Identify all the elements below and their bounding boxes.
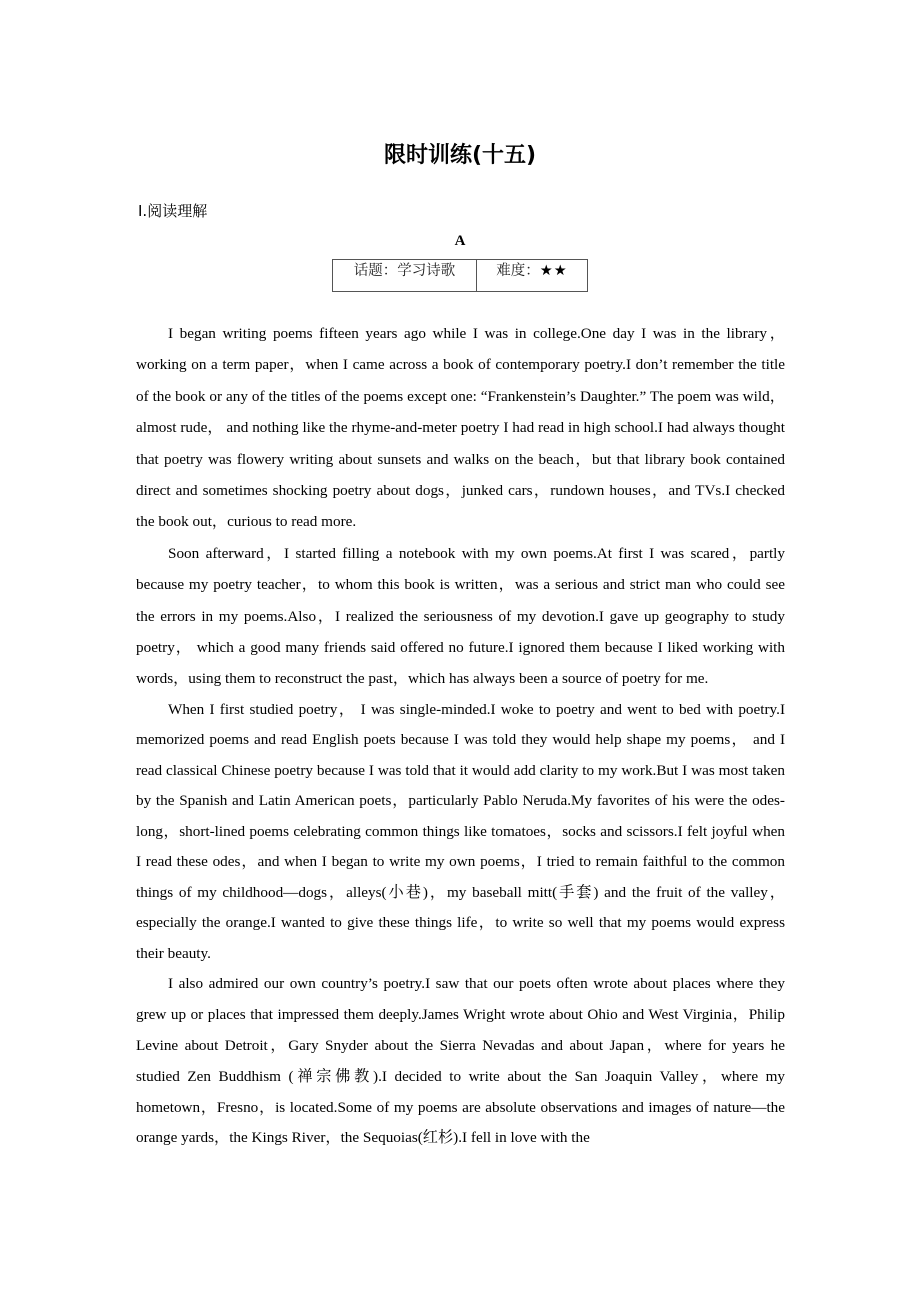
paragraph-4: I also admired our own country’s poetry.I saw that our poets often wrote about places where they grew up or places that impressed them deeply.James Wright wrote about Ohio and West Virginia，Philip Levine about Detroit，Gary Snyder about the Sierra Nevadas and about Japan，where for years he studied Zen Buddhism (禅宗佛教).I decided to write about the San Joaquin Valley，where my hometown，Fresno，is located.Some of my poems are absolute observations and images of nature—the orange yards，the Kings River，the Sequoias(红杉).I fell in love with the xyxy=(136,975,785,1147)
difficulty-cell xyxy=(477,260,588,292)
passage-info-table xyxy=(332,259,588,292)
paragraph-1: I began writing poems fifteen years ago while I was in college.One day I was in the library，working on a term paper，when I came across a book of contemporary poetry.I don’t remember the title of the book or any of the titles of the poems except one: “Frankenstein’s Daughter.” The poem was wild， almost rude， and nothing like the rhyme-and-meter poetry I had read in high school.I had always thought that poetry was flowery writing about sunsets and walks on the beach，but that library book contained direct and sometimes shocking poetry about dogs，junked cars，rundown houses，and TVs.I checked the book out，curious to read more. xyxy=(136,325,785,531)
topic-cell xyxy=(333,260,477,292)
topic-label: 话题：学习诗歌 xyxy=(353,263,456,279)
page-title: 限时训练(十五) xyxy=(383,143,537,168)
paragraph-2: Soon afterward，I started filling a notebook with my own poems.At first I was scared，partly because my poetry teacher，to whom this book is written，was a serious and strict man who could see the errors in my poems.Also，I realized the seriousness of my devotion.I gave up geography to study poetry， which a good many friends said offered no future.I ignored them because I liked working with words，using them to reconstruct the past，which has always been a source of poetry for me. xyxy=(136,544,785,688)
passage-label: A xyxy=(454,233,466,249)
passage-body xyxy=(136,318,785,1154)
section-heading-reading-comprehension: Ⅰ.阅读理解 xyxy=(138,202,208,220)
paragraph-3: When I first studied poetry， I was single-minded.I woke to poetry and went to bed with poetry.I memorized poems and read English poets because I was told they would help shape my poems， and I read classical Chinese poetry because I was told that it would add clarity to my work.But I was most taken by the Spanish and Latin American poets，particularly Pablo Neruda.My favorites of his were the odes-long，short-lined poems celebrating common things like tomatoes，socks and scissors.I felt joyful when I read these odes，and when I began to write my own poems，I tried to remain faithful to the common things of my childhood—dogs，alleys(小巷)，my baseball mitt(手套) and the fruit of the valley，especially the orange.I wanted to give these things life，to write so well that my poems would express their beauty. xyxy=(136,700,785,962)
difficulty-label: 难度： xyxy=(496,263,540,279)
info-table-row xyxy=(333,260,588,292)
star-rating-icon: ★★ xyxy=(539,263,568,279)
